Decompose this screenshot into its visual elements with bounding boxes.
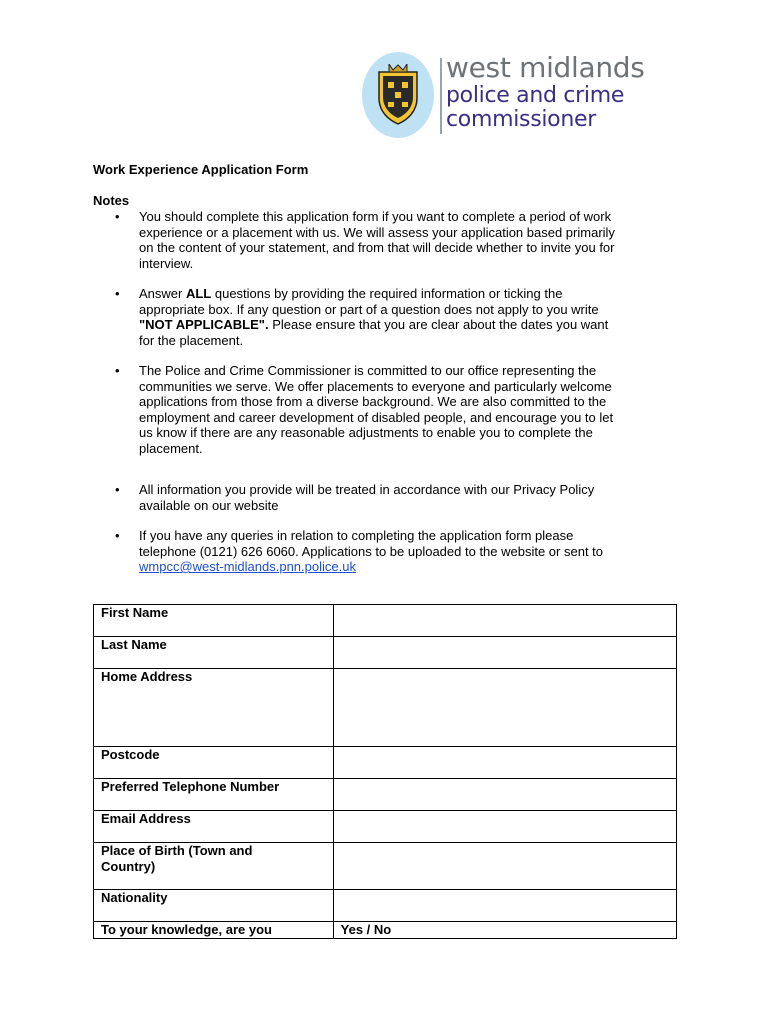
note-line: "NOT APPLICABLE". Please ensure that you are clear about the dates you want [139, 317, 609, 332]
nationality-label: Nationality [94, 890, 334, 922]
note-queries [139, 528, 679, 575]
email-label: Email Address [94, 811, 334, 843]
postcode-field[interactable] [333, 747, 676, 779]
form-title: Work Experience Application Form [93, 162, 309, 177]
bullet-icon: • [115, 482, 120, 497]
note-line: You should complete this application form if you want to complete a period of work [139, 209, 612, 224]
note-privacy [139, 482, 679, 513]
table-row [94, 747, 677, 779]
note-line: us know if there are any reasonable adjustments to enable you to complete the [139, 425, 593, 440]
yes-no-choice[interactable]: Yes / No [333, 922, 676, 939]
table-row [94, 843, 677, 890]
note-line: appropriate box. If any question or part of a question does not apply to you write [139, 301, 599, 317]
last-name-field[interactable] [333, 637, 676, 669]
table-row [94, 922, 677, 939]
bullet-icon: • [115, 528, 120, 543]
bullet-icon: • [115, 209, 120, 224]
note-line: communities we serve. We offer placements to everyone and particularly welcome [139, 378, 612, 394]
place-of-birth-label: Place of Birth (Town and Country) [94, 843, 334, 890]
telephone-field[interactable] [333, 779, 676, 811]
telephone-label: Preferred Telephone Number [94, 779, 334, 811]
note-line: employment and career development of disabled people, and encourage you to let [139, 409, 614, 425]
note-line: for the placement. [139, 332, 244, 348]
notes-heading: Notes [93, 193, 130, 208]
home-address-label: Home Address [94, 669, 334, 747]
bullet-icon: • [115, 286, 120, 301]
table-row [94, 669, 677, 747]
logo-divider [440, 58, 442, 134]
note-line: experience or a placement with us. We will assess your application based primarily [139, 224, 615, 240]
last-name-label: Last Name [94, 637, 334, 669]
applicant-details-table [93, 604, 677, 939]
bullet-icon: • [115, 363, 120, 378]
note-diversity [139, 363, 679, 456]
note-line: telephone (0121) 626 6060. Applications to be uploaded to the website or sent to [139, 543, 604, 559]
table-row [94, 811, 677, 843]
table-row [94, 637, 677, 669]
logo-line-commissioner: commissioner [446, 107, 596, 132]
first-name-label: First Name [94, 605, 334, 637]
first-name-field[interactable] [333, 605, 676, 637]
logo-line-police-crime: police and crime [446, 83, 625, 108]
note-line: Answer ALL questions by providing the required information or ticking the [139, 286, 563, 301]
note-line: available on our website [139, 497, 279, 513]
note-line: placement. [139, 440, 203, 456]
note-answer-all [139, 286, 679, 348]
home-address-field[interactable] [333, 669, 676, 747]
email-link[interactable]: wmpcc@west-midlands.pnn.police.uk [139, 559, 356, 574]
note-complete-form [139, 209, 679, 271]
note-line: on the content of your statement, and from that will decide whether to invite you for [139, 240, 615, 255]
knowledge-question-label: To your knowledge, are you [94, 922, 334, 939]
email-field[interactable] [333, 811, 676, 843]
nationality-field[interactable] [333, 890, 676, 922]
place-of-birth-field[interactable] [333, 843, 676, 890]
logo-line-west-midlands: west midlands [446, 51, 645, 84]
note-line: interview. [139, 255, 194, 271]
note-line: applications from those from a diverse background. We are also committed to the [139, 394, 607, 409]
note-line: The Police and Crime Commissioner is committed to our office representing the [139, 363, 597, 378]
table-row [94, 605, 677, 637]
crest-badge [362, 52, 434, 138]
note-line: If you have any queries in relation to completing the application form please [139, 528, 574, 543]
table-row [94, 779, 677, 811]
crest-icon [375, 64, 421, 126]
postcode-label: Postcode [94, 747, 334, 779]
pcc-logo [362, 50, 652, 142]
table-row [94, 890, 677, 922]
note-line: All information you provide will be treated in accordance with our Privacy Policy [139, 482, 595, 497]
